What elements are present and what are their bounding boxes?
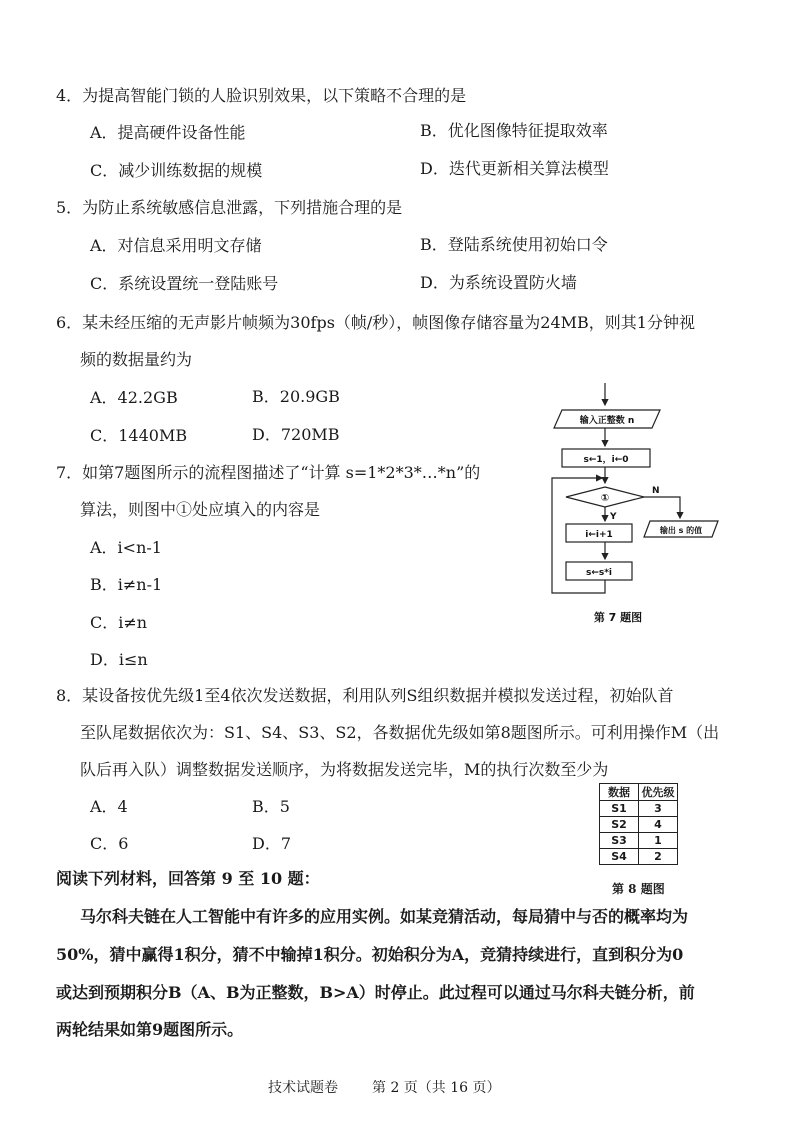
q4-option-b: B．优化图像特征提取效率 bbox=[420, 121, 608, 140]
q7-stem-line1: 7．如第7题图所示的流程图描述了“计算 s=1*2*3*…*n”的 bbox=[56, 463, 481, 482]
flow-input-text: 输入正整数 n bbox=[579, 416, 635, 426]
footer-page-number: 第 2 页（共 16 页） bbox=[372, 1080, 501, 1096]
flow-output-text: 输出 s 的值 bbox=[659, 526, 703, 535]
q8-option-b: B．5 bbox=[252, 797, 290, 816]
q8-figure-caption: 第 8 题图 bbox=[612, 882, 665, 896]
table-cell: S3 bbox=[600, 833, 639, 849]
q4-option-d: D．迭代更新相关算法模型 bbox=[420, 159, 609, 178]
material-line-2: 50%，猜中赢得1积分，猜不中输掉1积分。初始积分为A，竞猜持续进行，直到积分为0 bbox=[56, 945, 684, 964]
q7-stem-line2: 算法，则图中①处应填入的内容是 bbox=[80, 500, 321, 519]
flow-inc-text: i←i+1 bbox=[585, 530, 613, 540]
q6-option-c: C．1440MB bbox=[90, 426, 188, 445]
q7-option-a: A．i<n-1 bbox=[90, 538, 162, 557]
q7-option-c: C．i≠n bbox=[90, 613, 148, 632]
q7-option-b: B．i≠n-1 bbox=[90, 575, 163, 594]
flow-no-label: N bbox=[652, 486, 660, 496]
q8-priority-table bbox=[599, 783, 678, 865]
table-header-cell: 优先级 bbox=[639, 784, 678, 801]
q5-option-c: C．系统设置统一登陆账号 bbox=[90, 274, 279, 293]
table-header-row bbox=[600, 784, 678, 801]
q7-option-d: D．i≤n bbox=[90, 650, 148, 669]
material-line-4: 两轮结果如第9题图所示。 bbox=[56, 1020, 244, 1039]
flow-arrow-no bbox=[644, 497, 680, 518]
table-cell: 2 bbox=[639, 849, 678, 865]
q8-stem-line3: 队后再入队）调整数据发送顺序，为将数据发送完毕，M的执行次数至少为 bbox=[80, 760, 609, 779]
q8-option-c: C．6 bbox=[90, 834, 129, 853]
q8-stem-line1: 8．某设备按优先级1至4依次发送数据，利用队列S组织数据并模拟发送过程，初始队首 bbox=[56, 686, 674, 705]
table-cell: 3 bbox=[639, 801, 678, 817]
q7-figure-caption: 第 7 题图 bbox=[593, 611, 643, 624]
table-cell: S2 bbox=[600, 817, 639, 833]
q5-option-a: A．对信息采用明文存储 bbox=[90, 236, 262, 255]
q5-option-b: B．登陆系统使用初始口令 bbox=[420, 235, 608, 254]
material-heading: 阅读下列材料，回答第 9 至 10 题： bbox=[56, 869, 320, 888]
q6-stem-line1: 6．某未经压缩的无声影片帧频为30fps（帧/秒），帧图像存储容量为24MB，则其1分钟视 bbox=[56, 313, 695, 332]
flow-cond-text: ① bbox=[600, 493, 610, 504]
q5-option-d: D．为系统设置防火墙 bbox=[420, 273, 577, 292]
q6-option-d: D．720MB bbox=[252, 425, 340, 444]
material-line-3: 或达到预期积分B（A、B为正整数，B>A）时停止。此过程可以通过马尔科夫链分析，前 bbox=[56, 983, 695, 1002]
flow-init-text: s←1，i←0 bbox=[583, 455, 629, 465]
q6-option-a: A．42.2GB bbox=[90, 388, 178, 407]
table-row bbox=[600, 801, 678, 817]
material-line-1: 马尔科夫链在人工智能中有许多的应用实例。如某竞猜活动，每局猜中与否的概率均为 bbox=[80, 907, 689, 926]
q8-option-d: D．7 bbox=[252, 834, 292, 853]
q5-stem: 5．为防止系统敏感信息泄露，下列措施合理的是 bbox=[56, 198, 403, 217]
flow-mul-text: s←s*i bbox=[585, 568, 613, 578]
q8-stem-line2: 至队尾数据依次为：S1、S4、S3、S2，各数据优先级如第8题图所示。可利用操作M（出 bbox=[80, 723, 720, 742]
table-row bbox=[600, 817, 678, 833]
q4-stem: 4．为提高智能门锁的人脸识别效果，以下策略不合理的是 bbox=[56, 86, 467, 105]
flow-yes-label: Y bbox=[610, 512, 617, 522]
footer-title: 技术试题卷 bbox=[268, 1080, 338, 1096]
table-row bbox=[600, 833, 678, 849]
table-cell: 1 bbox=[639, 833, 678, 849]
table-header-cell: 数据 bbox=[600, 784, 639, 801]
table-cell: S4 bbox=[600, 849, 639, 865]
table-cell: S1 bbox=[600, 801, 639, 817]
table-row bbox=[600, 849, 678, 865]
q7-flowchart bbox=[540, 383, 720, 633]
table-cell: 4 bbox=[639, 817, 678, 833]
q4-option-c: C．减少训练数据的规模 bbox=[90, 161, 263, 180]
q4-option-a: A．提高硬件设备性能 bbox=[90, 123, 246, 142]
q6-option-b: B．20.9GB bbox=[252, 387, 340, 406]
q6-stem-line2: 频的数据量约为 bbox=[80, 350, 193, 369]
q8-option-a: A．4 bbox=[90, 797, 128, 816]
